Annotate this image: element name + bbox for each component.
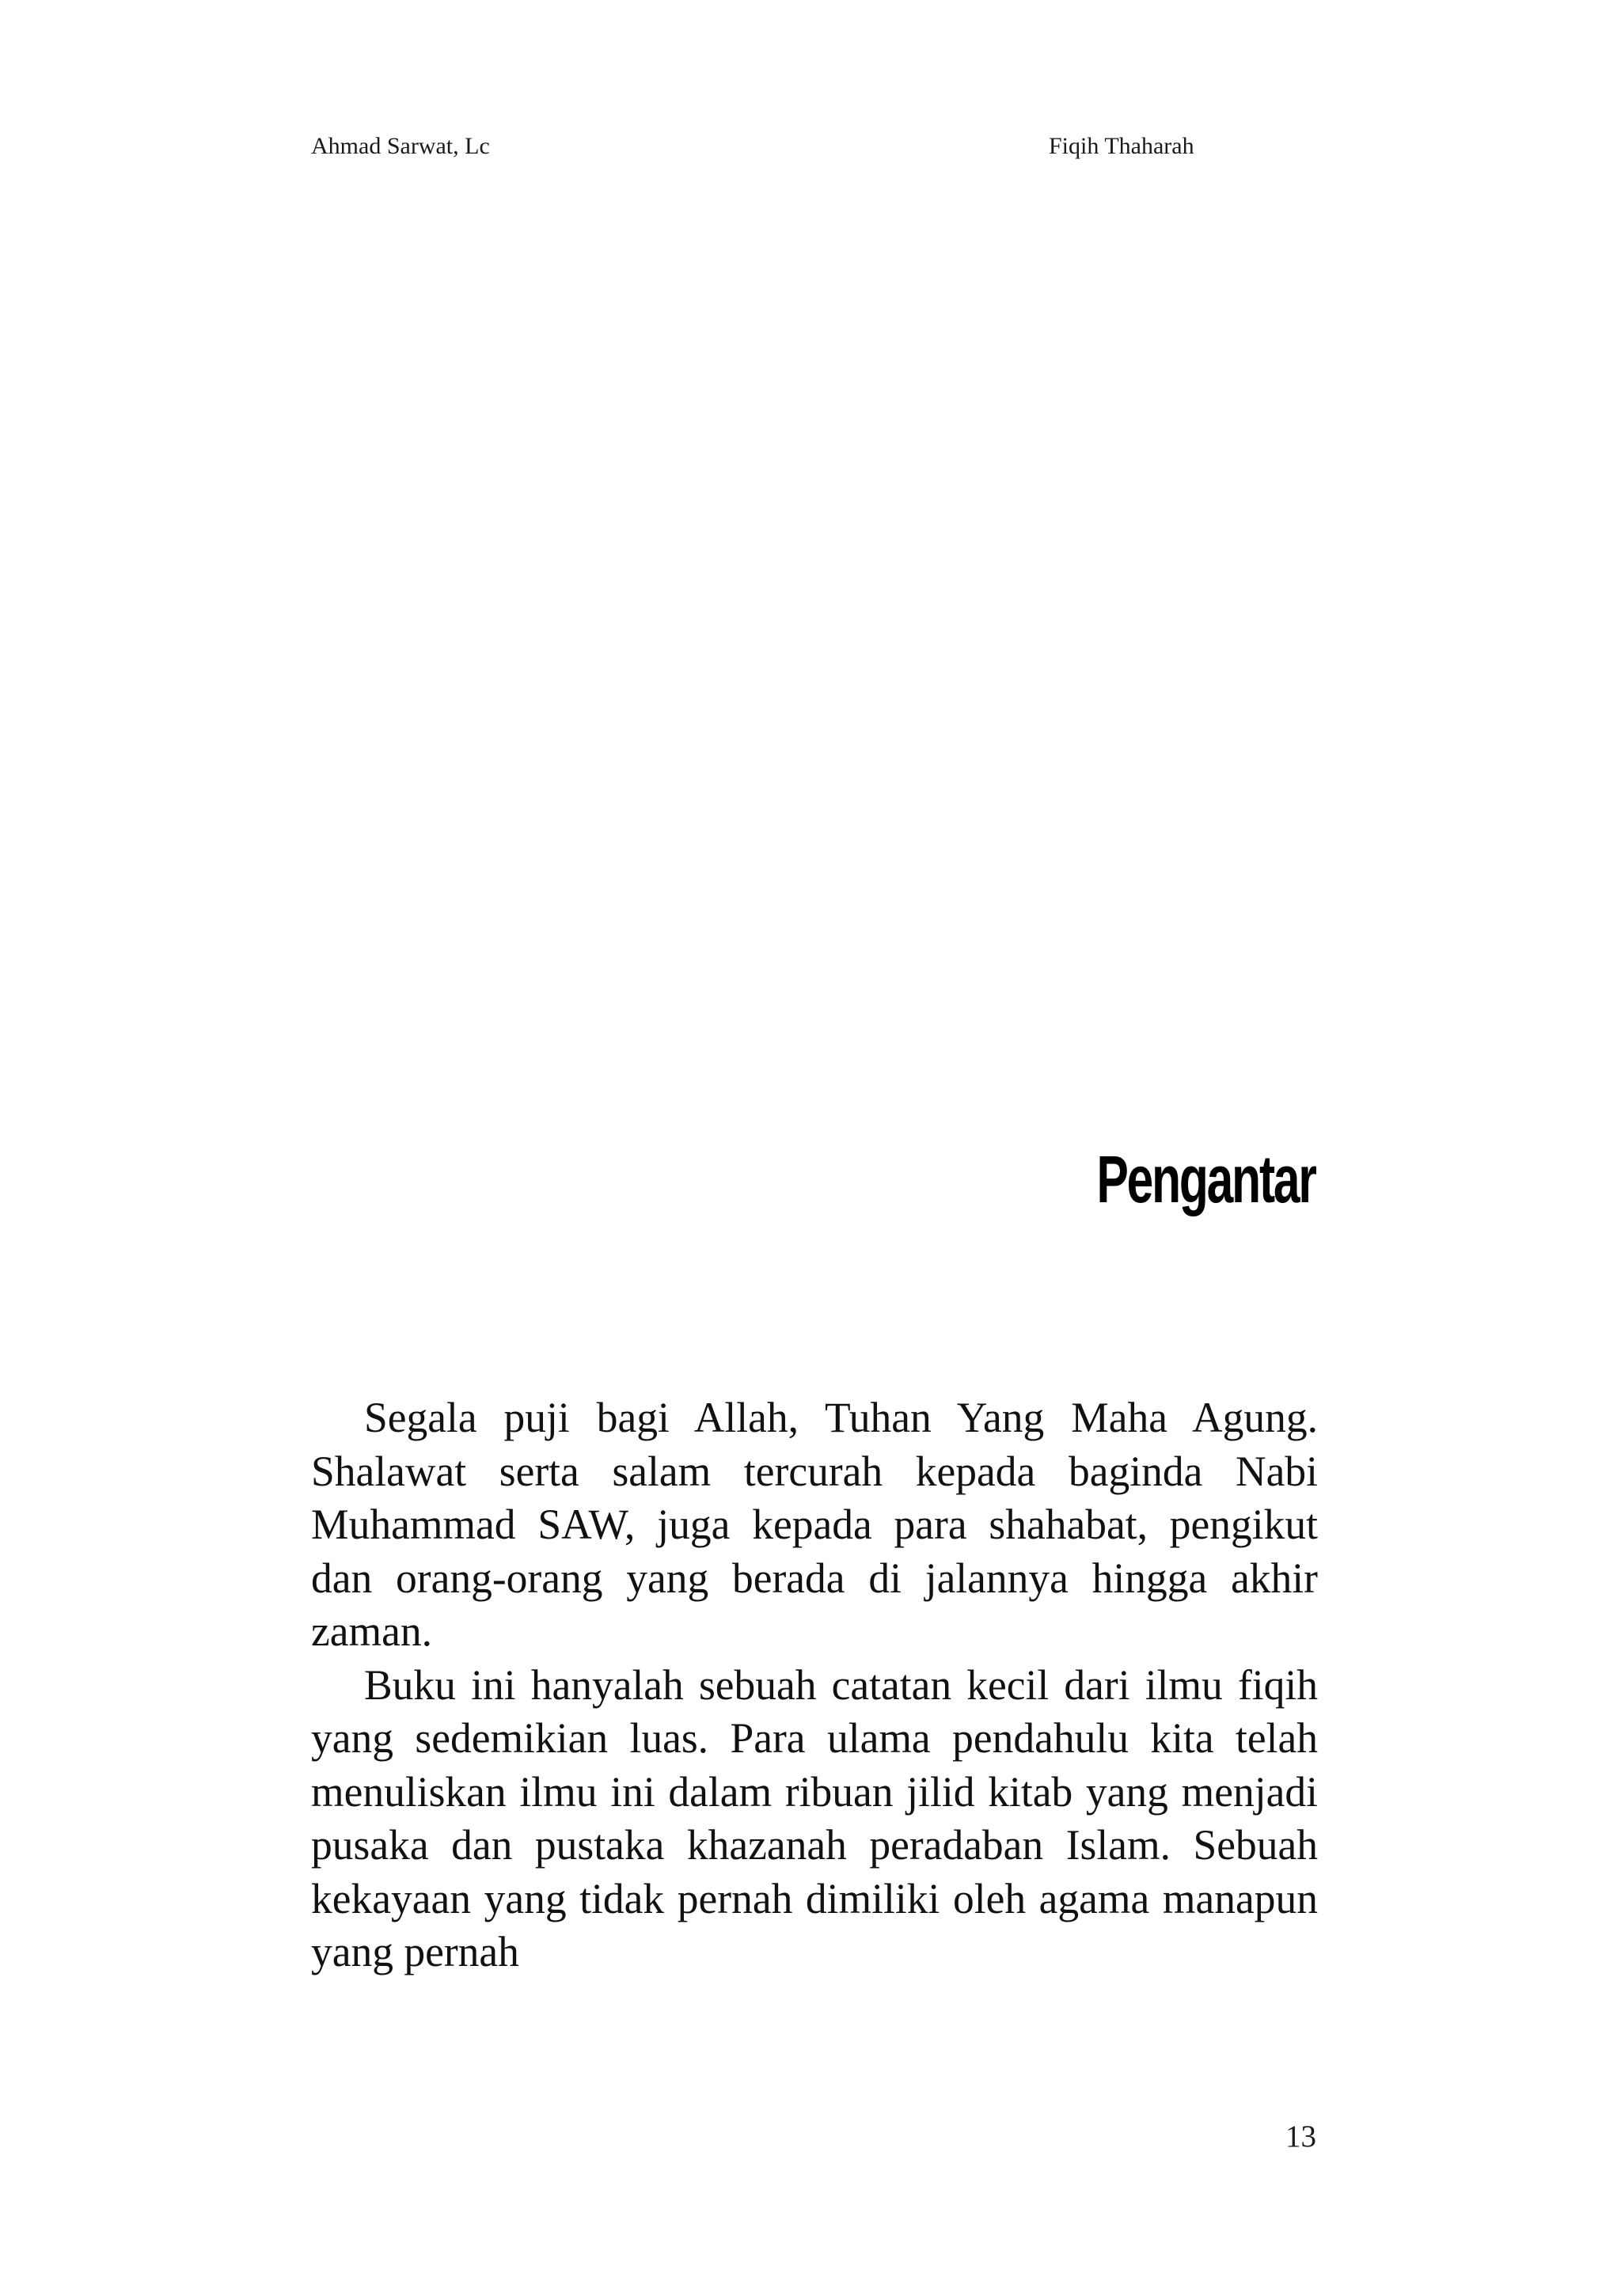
header-book-title: Fiqih Thaharah xyxy=(1049,133,1194,159)
paragraph: Segala puji bagi Allah, Tuhan Yang Maha Agung. Shalawat serta salam tercurah kepada baginda Nabi Muhammad SAW, juga kepada para shahabat, pengikut dan orang-orang yang berada di jalannya hingga akhir zaman. xyxy=(311,1394,1318,1655)
chapter-title: Pengantar xyxy=(1096,1142,1315,1216)
body-text xyxy=(311,1391,1318,1979)
paragraph: Buku ini hanyalah sebuah catatan kecil dari ilmu fiqih yang sedemikian luas. Para ulama pendahulu kita telah menuliskan ilmu ini dalam ribuan jilid kitab yang menjadi pusaka dan pustaka khazanah peradaban Islam. Sebuah kekayaan yang tidak pernah dimiliki oleh agama manapun yang pernah xyxy=(311,1660,1318,1975)
header-author: Ahmad Sarwat, Lc xyxy=(311,133,490,159)
page-number: 13 xyxy=(1285,2120,1316,2154)
